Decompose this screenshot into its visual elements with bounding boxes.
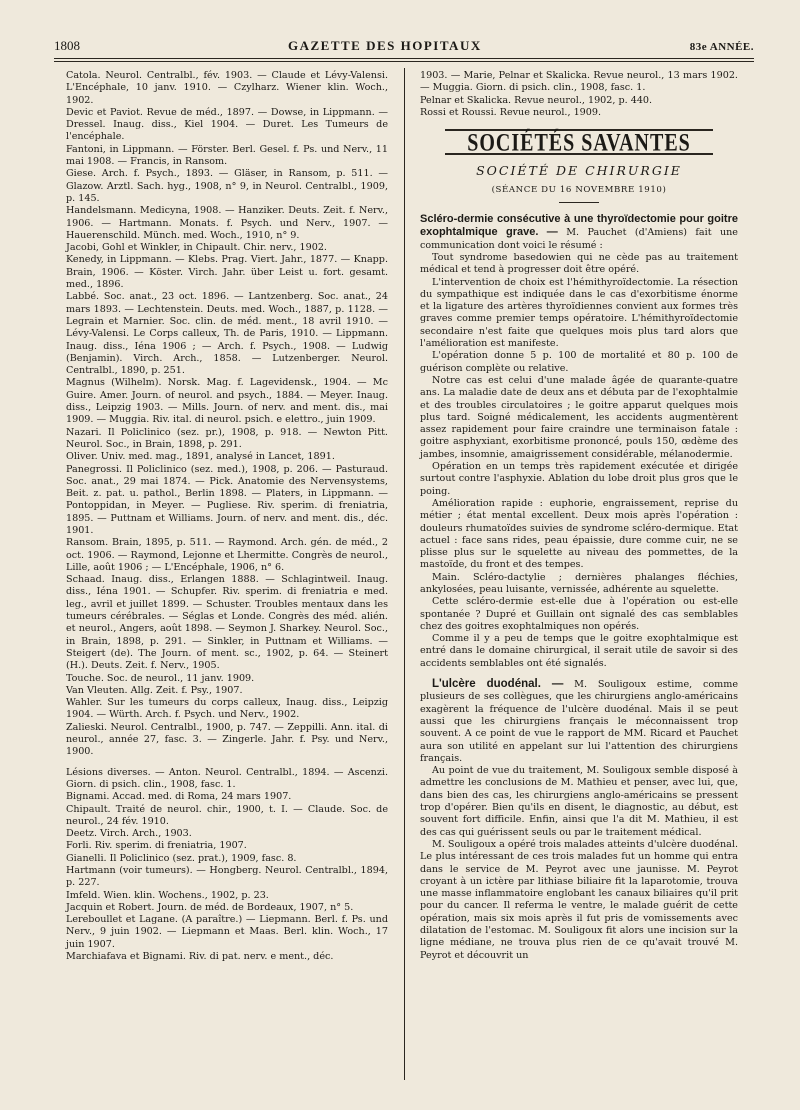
reference-entry: Zalieski. Neurol. Centralbl., 1900, p. 747. — Zeppilli. Ann. ital. di neurol., année 27, fasc. 3. — Zingerle. Jahr. f. Psy. und Nerv., 1900. xyxy=(66,721,388,758)
reference-entry: Fantoni, in Lippmann. — Förster. Berl. Gesel. f. Ps. und Nerv., 11 mai 1908. — Francis, in Ransom. xyxy=(66,143,388,168)
reference-entry: Imfeld. Wien. klin. Wochens., 1902, p. 23. xyxy=(66,889,269,901)
article-title: L'ulcère duodénal. — xyxy=(432,678,564,691)
reference-entry: Lereboullet et Lagane. (A paraître.) — Liepmann. Berl. f. Ps. und Nerv., 9 juin 1902. — Liepmann et Maas. Berl. klin. Woch., 17 juin 1907. xyxy=(66,914,388,950)
header-rule xyxy=(54,58,754,62)
reference-entry: Schaad. Inaug. diss., Erlangen 1888. — Schlagintweil. Inaug. diss., Iéna 1901. — Schupfer. Riv. sperim. di freniatria e med. leg., avril et juillet 1899. — Schuster. Troubles mentaux dans les tumeurs cérébrales. — Séglas et Londe. Congrès des méd. alién. et neurol., Angers, août 1898. — Seymon J. Sharkey. Neurol. Soc., in Brain, 1898, p. 291. — Sinkler, in Puttnam et Williams. — Steigert (de). The Journ. of ment. sc., 1902, p. 64. — Steinert (H.). Deuts. Zeit. f. Nerv., 1905. xyxy=(66,574,388,672)
article-paragraph: Notre cas est celui d'une malade âgée de quarante-quatre ans. La maladie date de deux ans et débuta par de l'exophtalmie et des troubles circulatoires ; le goitre apparut quelques mois plus tard. Soigné médicalement, les accidents augmentèrent assez rapidement pour faire craindre une terminaison fatale : goitre asphyxiant, exorbitisme prononcé, pouls 150, œdème des jambes, insomnie, amaigrissement considérable, mélanodermie. xyxy=(420,374,738,460)
session-date: (SÉANCE DU 16 NOVEMBRE 1910) xyxy=(491,184,667,195)
reference-entry: Nazari. Il Policlinico (sez. pr.), 1908, p. 918. — Newton Pitt. Neurol. Soc., in Brain, 1898, p. 291. xyxy=(66,426,388,450)
article-ulcere-duodenal xyxy=(420,678,738,962)
article-paragraph: Tout syndrome basedowien qui ne cède pas au traitement médical et tend à progresser doit être opéré. xyxy=(420,251,738,276)
short-divider xyxy=(559,202,599,203)
article-paragraph: Comme il y a peu de temps que le goitre exophtalmique est entré dans le domaine chirurgical, il serait utile de savoir si des accidents semblables ont été signalés. xyxy=(420,633,738,669)
reference-entry: Gianelli. Il Policlinico (sez. prat.), 1909, fasc. 8. xyxy=(66,852,297,864)
article-paragraph: Cette scléro-dermie est-elle due à l'opération ou est-elle spontanée ? Dupré et Guillain ont signalé des cas semblables chez des goitres exophtalmiques non opérés. xyxy=(420,596,738,632)
reference-entry: Touche. Soc. de neurol., 11 janv. 1909. xyxy=(66,672,255,684)
article-title: Scléro-dermie consécutive à une thyroïdectomie pour goitre exophtalmique grave. — xyxy=(420,213,738,239)
page-number: 1808 xyxy=(54,38,80,53)
society-name: SOCIÉTÉ DE CHIRURGIE xyxy=(476,163,682,179)
left-column xyxy=(66,70,388,963)
article-intro: M. Souligoux estime, comme plusieurs de ses collègues, que les chirurgiens anglo-américains exagèrent la fréquence de l'ulcère duodénal. Mais il se peut aussi que les chirurgiens français le méconnaissent trop souvent. A ce point de vue le rapport de MM. Ricard et Pauchet aura son utilité en appelant sur lui l'attention des chirurgiens français. xyxy=(420,679,738,764)
reference-entry: Catola. Neurol. Centralbl., fév. 1903. — Claude et Lévy-Valensi. L'Encéphale, 10 janv. 1910. — Czylharz. Wiener klin. Woch., 1902. xyxy=(66,70,388,106)
volume-year: 83e ANNÉE. xyxy=(689,41,754,53)
reference-entry: Hartmann (voir tumeurs). — Hongberg. Neurol. Centralbl., 1894, p. 227. xyxy=(66,865,388,889)
reference-entry: Pelnar et Skalicka. Revue neurol., 1902, p. 440. xyxy=(420,94,653,106)
article-paragraph: Amélioration rapide : euphorie, engraissement, reprise du métier ; état mental excellent. Deux mois après l'opération : douleurs rhumatoïdes suivies de syndrome scléro-dermique. Etat actuel : face sans rides, peau épaissie, dure comme cuir, ne se plisse plus sur le squelette au niveau des pommettes, de la mastoïde, du front et des tempes. xyxy=(420,497,738,571)
bibliography-tumors xyxy=(66,70,388,759)
reference-entry: Ransom. Brain, 1895, p. 511. — Raymond. Arch. gén. de méd., 2 oct. 1906. — Raymond, Lejonne et Lhermitte. Congrès de neurol., Lille, août 1906 ; — L'Encéphale, 1906, n° 6. xyxy=(66,537,388,573)
journal-title: GAZETTE DES HOPITAUX xyxy=(287,38,482,53)
reference-entry: Labbé. Soc. anat., 23 oct. 1896. — Lantzenberg. Soc. anat., 24 mars 1893. — Lechtenstein. Deuts. med. Woch., 1887, p. 1128. — Legrain et Marnier. Soc. clin. de méd. ment., 18 avril 1910. — Lévy-Valensi. Le Corps calleux, Th. de Paris, 1910. — Lippmann. Inaug. diss., Iéna 1906 ; — Arch. f. Psych., 1908. — Ludwig (Benjamin). Virch. Arch., 1858. — Lutzenberger. Neurol. Centralbl., 1890, p. 251. xyxy=(66,291,388,377)
article-intro: M. Pauchet (d'Amiens) fait une communication dont voici le résumé : xyxy=(420,227,738,251)
right-column xyxy=(420,70,738,962)
reference-entry: Jacobi, Gohl et Winkler, in Chipault. Chir. nerv., 1902. xyxy=(66,242,327,254)
reference-entry: Oliver. Univ. med. mag., 1891, analysé in Lancet, 1891. xyxy=(66,451,335,463)
article-sclerodermie xyxy=(420,213,738,670)
reference-entry: Rossi et Roussi. Revue neurol., 1909. xyxy=(420,106,602,118)
reference-entry: Panegrossi. Il Policlinico (sez. med.), 1908, p. 206. — Pasturaud. Soc. anat., 29 mai 1874. — Pick. Anatomie des Nervensystems, Beit. z. pat. u. pathol., Berlin 1898. — Platers, in Lippmann. — Pontoppidan, in Meyer. — Pugliese. Riv. sperim. di freniatria, 1895. — Puttnam et Williams. Journ. of nerv. and ment. dis., déc. 1901. xyxy=(66,463,388,536)
bibliography-various-lesions xyxy=(66,767,388,964)
column-divider xyxy=(404,68,405,1080)
reference-entry: Wahler. Sur les tumeurs du corps calleux, Inaug. diss., Leipzig 1904. — Würth. Arch. f. Psych. und Nerv., 1902. xyxy=(66,697,388,721)
reference-entry: Van Vleuten. Allg. Zeit. f. Psy., 1907. xyxy=(66,684,243,696)
reference-entry: Marchiafava et Bignami. Riv. di pat. nerv. e ment., déc. xyxy=(66,951,334,963)
reference-entry: Jacquin et Robert. Journ. de méd. de Bordeaux, 1907, n° 5. xyxy=(66,901,354,913)
article-paragraph: Au point de vue du traitement, M. Souligoux semble disposé à admettre les conclusions de M. Mathieu et penser, avec lui, que, dans bien des cas, les chirurgiens anglo-américains se pressent trop d'opérer. Bien qu'ils en disent, le diagnostic, au début, est souvent fort difficile. Enfin, ainsi que l'a dit M. Mathieu, il est des cas qui guérissent seuls ou par le traitement médical. xyxy=(420,765,738,838)
reference-entry: Devic et Paviot. Revue de méd., 1897. — Dowse, in Lippmann. — Dressel. Inaug. diss., Kiel 1904. — Duret. Les Tumeurs de l'encéphale. xyxy=(66,106,388,143)
reference-entry: Forli. Riv. sperim. di freniatria, 1907. xyxy=(66,840,247,852)
running-header xyxy=(54,38,754,60)
reference-entry: Giese. Arch. f. Psych., 1893. — Gläser, in Ransom, p. 511. — Glazow. Arztl. Sach. hyg., 1908, n° 9, in Neurol. Centralbl., 1909, p. 145. xyxy=(66,168,388,204)
reference-entry: Bignami. Accad. med. di Roma, 24 mars 1907. xyxy=(66,791,292,803)
reference-entry: Chipault. Traité de neurol. chir., 1900, t. I. — Claude. Soc. de neurol., 24 fév. 1910. xyxy=(66,803,388,827)
reference-entry: Kenedy, in Lippmann. — Klebs. Prag. Viert. Jahr., 1877. — Knapp. Brain, 1906. — Köster. Virch. Jahr. über Leist u. fort. gesamt. med., 1896. xyxy=(66,254,388,291)
reference-entry: Lésions diverses. — Anton. Neurol. Centralbl., 1894. — Ascenzi. Giorn. di psich. clin., 1908, fasc. 1. xyxy=(66,766,388,790)
article-paragraph: L'intervention de choix est l'hémithyroïdectomie. La résection du sympathique est indiquée dans le cas d'exorbitisme énorme et la ligature des artères thyroïdiennes convient aux formes très graves comme premier temps opératoire. L'hémithyroïdectomie secondaire n'est faite que quelques mois plus tard alors que l'amélioration est manifeste. xyxy=(420,276,738,350)
section-title: SOCIÉTÉS SAVANTES xyxy=(467,129,691,157)
article-paragraph: Opération en un temps très rapidement exécutée et dirigée surtout contre l'asphyxie. Ablation du lobe droit plus gros que le poing. xyxy=(420,461,738,497)
article-paragraph: L'opération donne 5 p. 100 de mortalité et 80 p. 100 de guérison complète ou relative. xyxy=(420,350,738,374)
article-paragraph: M. Souligoux a opéré trois malades atteints d'ulcère duodénal. Le plus intéressant de ces trois malades fut un homme qui entra dans le service de M. Peyrot avec une jaunisse. M. Peyrot croyant à un ictère par lithiase biliaire fit la laparotomie, trouva une masse inflammatoire englobant les canaux biliaires qu'il prit pour du cancer. Il referma le ventre, le malade guérit de cette opération, mais six mois après il fut pris de vomissements avec dilatation de l'estomac. M. Souligoux fit alors une incision sur la ligne médiane, ne trouva plus rien de ce qu'avait trouvé M. Peyrot et découvrit un xyxy=(420,838,738,961)
section-title-box xyxy=(445,129,713,155)
reference-entry: 1903. — Marie, Pelnar et Skalicka. Revue neurol., 13 mars 1902. — Muggia. Giorn. di psich. clin., 1908, fasc. 1. xyxy=(420,70,738,94)
reference-entry: Deetz. Virch. Arch., 1903. xyxy=(66,828,192,840)
reference-entry: Magnus (Wilhelm). Norsk. Mag. f. Lagevidensk., 1904. — Mc Guire. Amer. Journ. of neurol. and psych., 1884. — Meyer. Inaug. diss., Leipzig 1903. — Mills. Journ. of nerv. and ment. dis., mai 1909. — Muggia. Riv. ital. di neurol. psich. e elettro., juin 1909. xyxy=(66,377,388,426)
article-paragraph: Main. Scléro-dactylie ; dernières phalanges fléchies, ankylosées, peau luisante, vernissée, adhérente au squelette. xyxy=(420,571,738,595)
reference-entry: Handelsmann. Medicyna, 1908. — Hanziker. Deuts. Zeit. f. Nerv., 1906. — Hartmann. Monats. f. Psych. und Nerv., 1907. — Hauerenschild. Münch. med. Woch., 1910, n° 9. xyxy=(66,205,388,241)
